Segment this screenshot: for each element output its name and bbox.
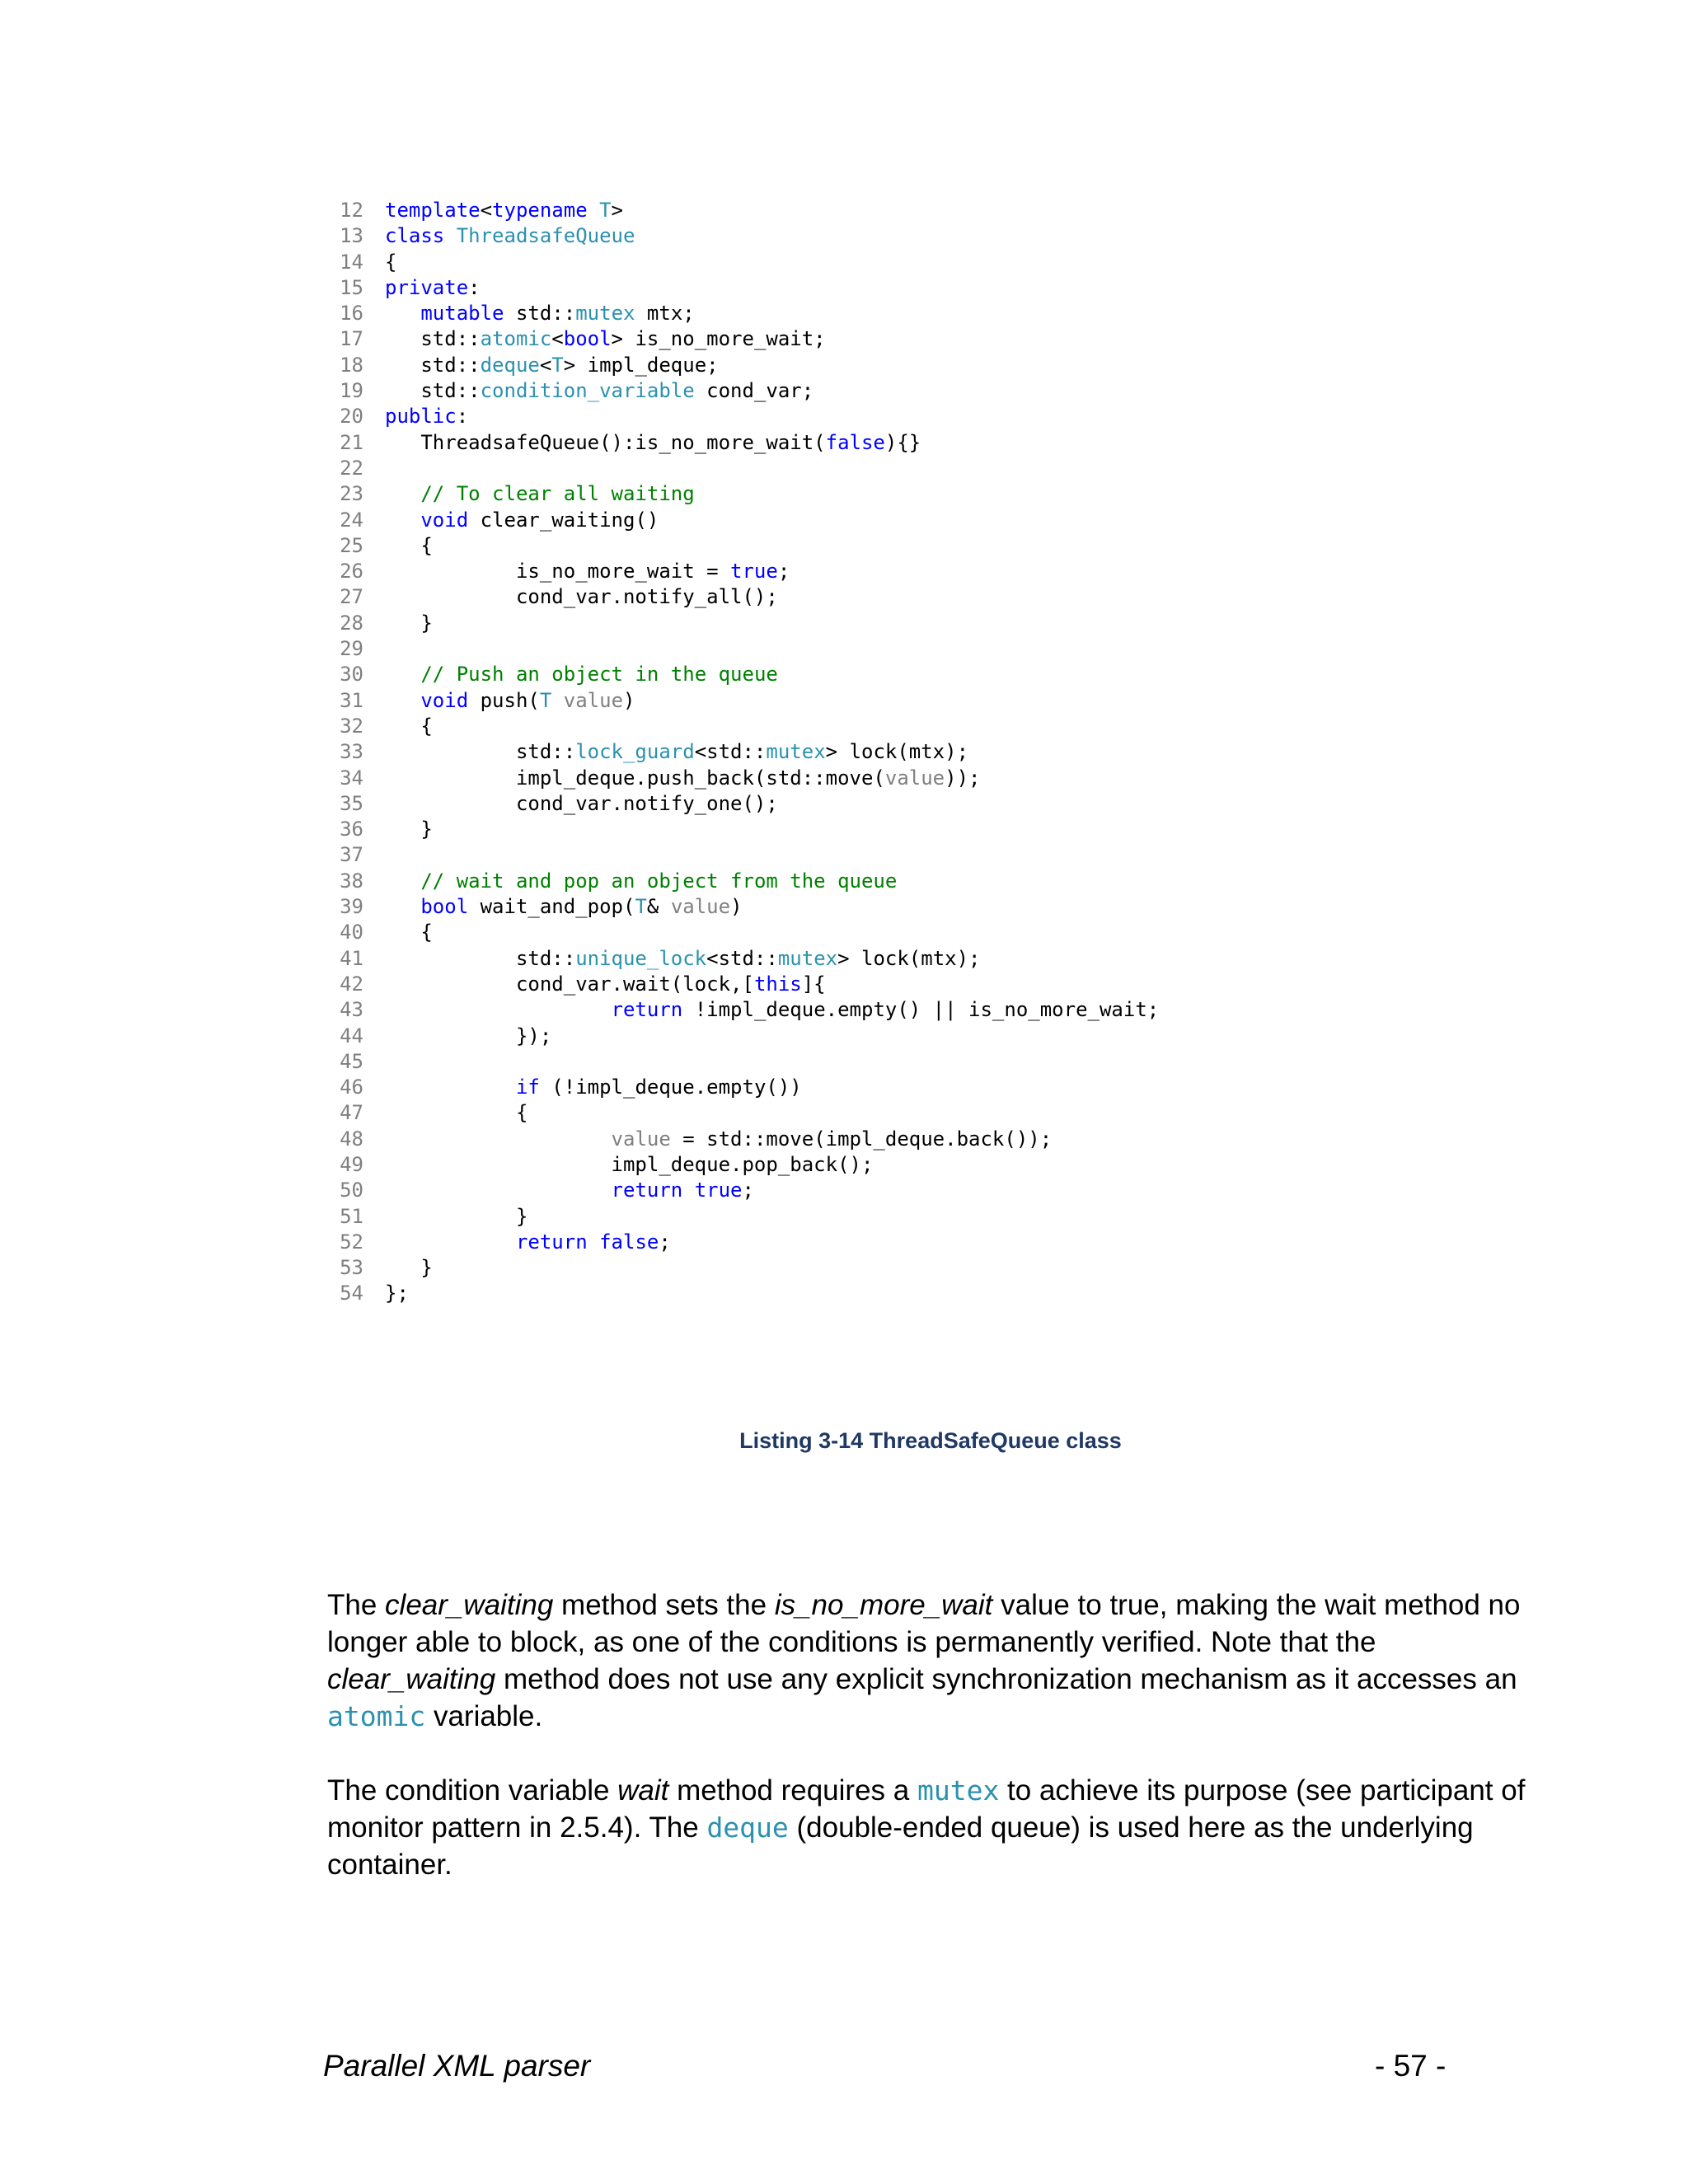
code-token: }; bbox=[385, 1282, 409, 1305]
code-token: { bbox=[385, 1101, 528, 1125]
code-line bbox=[326, 894, 1159, 920]
code-token: ; bbox=[659, 1230, 671, 1254]
line-number: 42 bbox=[340, 972, 363, 996]
code-token: lock_guard bbox=[575, 740, 695, 764]
code-line bbox=[326, 430, 1159, 456]
code-text bbox=[385, 920, 433, 945]
inline-code-deque: deque bbox=[706, 1811, 789, 1844]
line-number: 25 bbox=[340, 533, 363, 557]
code-token: { bbox=[385, 714, 433, 738]
text: The bbox=[327, 1589, 386, 1621]
code-line bbox=[326, 378, 1159, 404]
code-token: std:: bbox=[385, 379, 481, 403]
code-token: > bbox=[611, 199, 623, 222]
line-number: 40 bbox=[340, 921, 363, 944]
code-token: }); bbox=[385, 1024, 552, 1047]
code-token bbox=[385, 1230, 516, 1254]
code-token: mtx; bbox=[635, 302, 695, 326]
code-token: < bbox=[539, 353, 552, 377]
line-number: 54 bbox=[340, 1282, 363, 1305]
code-token: ThreadsafeQueue bbox=[456, 224, 635, 248]
code-token: impl_deque.push_back(std::move( bbox=[385, 766, 885, 790]
code-listing bbox=[326, 198, 1159, 1307]
line-number: 49 bbox=[340, 1152, 363, 1176]
code-token: template bbox=[385, 199, 481, 222]
code-line bbox=[326, 714, 1159, 739]
code-token: push( bbox=[468, 688, 540, 712]
code-line bbox=[326, 559, 1159, 584]
code-token: atomic bbox=[480, 327, 552, 351]
code-token: value bbox=[563, 688, 624, 712]
code-token: : bbox=[468, 275, 481, 299]
code-line bbox=[326, 198, 1159, 223]
line-number: 52 bbox=[340, 1230, 363, 1254]
code-line bbox=[326, 1049, 1159, 1075]
code-token: // To clear all waiting bbox=[420, 482, 695, 506]
footer-title: Parallel XML parser bbox=[323, 2049, 591, 2083]
code-text bbox=[385, 508, 659, 533]
code-text bbox=[385, 817, 433, 842]
code-line bbox=[326, 1204, 1159, 1230]
code-token: < bbox=[551, 327, 564, 351]
line-number: 29 bbox=[340, 637, 363, 661]
code-token: mutex bbox=[575, 302, 635, 326]
code-line bbox=[326, 223, 1159, 249]
code-text bbox=[385, 1255, 433, 1281]
code-token: impl_deque.pop_back(); bbox=[385, 1152, 874, 1176]
code-text bbox=[385, 714, 433, 739]
code-text bbox=[385, 223, 635, 249]
code-line bbox=[326, 997, 1159, 1023]
code-line bbox=[326, 584, 1159, 610]
code-text bbox=[385, 1100, 528, 1126]
code-token: false bbox=[599, 1230, 659, 1254]
line-number: 51 bbox=[340, 1204, 363, 1228]
code-line bbox=[326, 688, 1159, 714]
line-number: 33 bbox=[340, 740, 363, 764]
code-line bbox=[326, 739, 1159, 765]
code-text bbox=[385, 791, 778, 817]
code-line bbox=[326, 842, 1159, 868]
code-token: T bbox=[551, 353, 564, 377]
line-number: 14 bbox=[340, 250, 363, 274]
code-token: clear_waiting() bbox=[468, 508, 659, 532]
text: variable. bbox=[425, 1700, 543, 1732]
code-token: is_no_more_wait = bbox=[385, 560, 731, 583]
code-line bbox=[326, 1255, 1159, 1281]
code-token bbox=[385, 689, 420, 712]
code-token: T bbox=[635, 895, 647, 919]
code-text bbox=[385, 378, 814, 404]
line-number: 18 bbox=[340, 353, 363, 377]
code-token: condition_variable bbox=[480, 379, 695, 403]
code-line bbox=[326, 353, 1159, 378]
code-token: class bbox=[385, 224, 445, 248]
code-text bbox=[385, 1024, 551, 1049]
code-text bbox=[385, 353, 719, 378]
line-number: 45 bbox=[340, 1049, 363, 1073]
code-token: )); bbox=[945, 766, 981, 790]
page-number: - 57 - bbox=[1375, 2049, 1447, 2083]
code-token: unique_lock bbox=[575, 946, 707, 970]
line-number: 21 bbox=[340, 430, 363, 454]
code-token: public bbox=[385, 405, 457, 429]
code-line bbox=[326, 404, 1159, 429]
code-token: > lock(mtx); bbox=[837, 946, 981, 970]
code-line bbox=[326, 636, 1159, 662]
code-token: cond_var; bbox=[694, 379, 814, 403]
code-line bbox=[326, 1178, 1159, 1203]
code-token: bool bbox=[420, 895, 469, 919]
line-number: 27 bbox=[340, 585, 363, 609]
code-line bbox=[326, 972, 1159, 997]
code-line bbox=[326, 456, 1159, 481]
code-line bbox=[326, 481, 1159, 507]
code-line bbox=[326, 817, 1159, 842]
code-line bbox=[326, 1024, 1159, 1049]
code-token: = std::move(impl_deque.back()); bbox=[670, 1127, 1053, 1151]
code-token: return bbox=[611, 998, 683, 1022]
line-number: 47 bbox=[340, 1101, 363, 1125]
code-token: return bbox=[515, 1230, 588, 1254]
text: value to true, making the wait method no longer able to block, as one of the conditions is permanently verified. Note that the bbox=[327, 1589, 1521, 1658]
code-token: value bbox=[611, 1127, 671, 1151]
code-text bbox=[385, 559, 790, 584]
code-token: value bbox=[670, 895, 731, 919]
line-number: 41 bbox=[340, 946, 363, 970]
code-token: { bbox=[385, 250, 397, 274]
code-token: !impl_deque.empty() || is_no_more_wait; bbox=[682, 998, 1160, 1022]
code-term: clear_waiting bbox=[385, 1589, 554, 1621]
code-token bbox=[551, 689, 563, 712]
code-line bbox=[326, 533, 1159, 559]
line-number: 13 bbox=[340, 224, 363, 248]
code-token: ; bbox=[742, 1179, 754, 1202]
code-token: // wait and pop an object from the queue bbox=[420, 869, 898, 893]
inline-code-atomic: atomic bbox=[327, 1700, 426, 1732]
line-number: 22 bbox=[340, 456, 363, 480]
code-token: > is_no_more_wait; bbox=[611, 327, 826, 351]
code-token: ) bbox=[623, 688, 635, 712]
code-token: } bbox=[385, 818, 433, 841]
code-token bbox=[385, 869, 420, 893]
line-number: 50 bbox=[340, 1179, 363, 1202]
line-number: 38 bbox=[340, 869, 363, 893]
code-line bbox=[326, 1075, 1159, 1100]
text: The condition variable bbox=[327, 1774, 618, 1807]
code-term: wait bbox=[617, 1774, 669, 1807]
line-number: 30 bbox=[340, 663, 363, 687]
code-token: void bbox=[420, 688, 469, 712]
code-token bbox=[588, 199, 599, 222]
code-text bbox=[385, 739, 968, 765]
code-token: ThreadsafeQueue():is_no_more_wait( bbox=[385, 430, 826, 454]
code-token bbox=[385, 998, 612, 1021]
code-text bbox=[385, 894, 743, 920]
code-token bbox=[682, 1179, 694, 1202]
code-text bbox=[385, 662, 778, 687]
code-text bbox=[385, 301, 695, 326]
code-token: { bbox=[385, 533, 433, 557]
code-token: value bbox=[884, 766, 945, 790]
code-text bbox=[385, 584, 778, 610]
code-term: is_no_more_wait bbox=[774, 1589, 993, 1621]
code-token: T bbox=[599, 199, 612, 222]
code-token bbox=[385, 509, 420, 532]
code-text bbox=[385, 198, 623, 223]
code-token: cond_var.notify_one(); bbox=[385, 791, 778, 815]
text: method requires a bbox=[668, 1774, 917, 1807]
code-text bbox=[385, 404, 468, 429]
code-line bbox=[326, 766, 1159, 791]
code-token bbox=[385, 1076, 516, 1099]
line-number: 48 bbox=[340, 1127, 363, 1151]
code-token bbox=[385, 1179, 612, 1202]
code-token: > lock(mtx); bbox=[825, 740, 969, 764]
line-number: 32 bbox=[340, 714, 363, 738]
code-text bbox=[385, 275, 481, 301]
code-line bbox=[326, 662, 1159, 687]
code-token: // Push an object in the queue bbox=[420, 663, 778, 687]
code-token: false bbox=[825, 430, 885, 454]
code-text bbox=[385, 869, 897, 894]
line-number: 39 bbox=[340, 895, 363, 919]
code-token bbox=[385, 302, 420, 325]
code-text bbox=[385, 250, 396, 275]
code-token: std:: bbox=[385, 740, 576, 764]
code-token: : bbox=[456, 405, 469, 429]
code-token: private bbox=[385, 275, 469, 299]
code-line bbox=[326, 920, 1159, 945]
code-token bbox=[588, 1230, 599, 1254]
code-token: typename bbox=[492, 199, 588, 222]
code-line bbox=[326, 1152, 1159, 1178]
code-token: bool bbox=[563, 327, 612, 351]
line-number: 24 bbox=[340, 508, 363, 532]
code-text bbox=[385, 997, 1159, 1023]
code-token: void bbox=[420, 508, 469, 532]
line-number: 34 bbox=[340, 766, 363, 790]
code-token: ]{ bbox=[801, 972, 826, 996]
code-token: } bbox=[385, 611, 433, 635]
code-line bbox=[326, 301, 1159, 326]
code-line bbox=[326, 1100, 1159, 1126]
code-line bbox=[326, 1281, 1159, 1306]
listing-caption: Listing 3-14 ThreadSafeQueue class bbox=[739, 1428, 1122, 1453]
code-token: ){} bbox=[884, 430, 921, 454]
code-token: true bbox=[730, 560, 778, 583]
code-line bbox=[326, 508, 1159, 533]
code-line bbox=[326, 326, 1159, 352]
code-line bbox=[326, 1127, 1159, 1152]
paragraph-clear-waiting bbox=[327, 1586, 1531, 1735]
code-token: mutex bbox=[766, 740, 826, 764]
code-text bbox=[385, 1178, 754, 1203]
code-text bbox=[385, 611, 433, 636]
line-number: 53 bbox=[340, 1256, 363, 1280]
line-number: 16 bbox=[340, 302, 363, 326]
code-token bbox=[385, 663, 420, 686]
line-number: 44 bbox=[340, 1024, 363, 1047]
code-token: if bbox=[515, 1076, 540, 1099]
paragraph-condition-variable bbox=[327, 1772, 1531, 1883]
line-number: 46 bbox=[340, 1076, 363, 1099]
line-number: 28 bbox=[340, 611, 363, 635]
code-token: } bbox=[385, 1204, 528, 1228]
code-term: clear_waiting bbox=[327, 1663, 496, 1695]
code-line bbox=[326, 275, 1159, 301]
text: to achieve its purpose (see participant of monitor pattern in 2.5.4). The bbox=[327, 1774, 1526, 1844]
code-token: > impl_deque; bbox=[563, 353, 719, 377]
code-token bbox=[385, 1127, 612, 1151]
code-text bbox=[385, 1127, 1052, 1152]
code-token bbox=[385, 482, 420, 505]
code-token: wait_and_pop( bbox=[468, 895, 635, 919]
code-token bbox=[385, 895, 420, 918]
code-line bbox=[326, 1230, 1159, 1255]
code-token: std:: bbox=[385, 327, 481, 351]
text: (double-ended queue) is used here as the underlying container. bbox=[327, 1811, 1474, 1881]
line-number: 23 bbox=[340, 482, 363, 506]
line-number: 37 bbox=[340, 843, 363, 867]
line-number: 36 bbox=[340, 818, 363, 841]
code-text bbox=[385, 481, 695, 507]
text: method does not use any explicit synchronization mechanism as it accesses an bbox=[495, 1663, 1517, 1695]
code-text bbox=[385, 430, 921, 456]
line-number: 35 bbox=[340, 791, 363, 815]
code-token: T bbox=[539, 688, 552, 712]
code-token: & bbox=[646, 895, 671, 919]
code-line bbox=[326, 611, 1159, 636]
code-token: (!impl_deque.empty()) bbox=[539, 1076, 802, 1099]
code-token: <std:: bbox=[706, 946, 778, 970]
code-token: { bbox=[385, 921, 433, 944]
line-number: 31 bbox=[340, 688, 363, 712]
code-token: ) bbox=[730, 895, 743, 919]
code-text bbox=[385, 1204, 528, 1230]
line-number: 19 bbox=[340, 379, 363, 403]
code-token: < bbox=[480, 199, 493, 222]
line-number: 12 bbox=[340, 199, 363, 222]
code-token bbox=[444, 224, 456, 247]
line-number: 26 bbox=[340, 560, 363, 583]
line-number: 15 bbox=[340, 275, 363, 299]
inline-code-mutex: mutex bbox=[917, 1774, 1000, 1807]
code-line bbox=[326, 869, 1159, 894]
code-token: mutable bbox=[420, 302, 504, 326]
code-text bbox=[385, 766, 980, 791]
code-text bbox=[385, 1075, 802, 1100]
code-token: deque bbox=[480, 353, 540, 377]
code-token: cond_var.wait(lock,[ bbox=[385, 972, 754, 996]
code-text bbox=[385, 688, 635, 714]
line-number: 17 bbox=[340, 327, 363, 351]
code-token: return bbox=[611, 1179, 683, 1202]
code-line bbox=[326, 791, 1159, 817]
code-text bbox=[385, 533, 433, 559]
code-text bbox=[385, 946, 980, 972]
code-token: std:: bbox=[385, 946, 576, 970]
line-number: 20 bbox=[340, 405, 363, 429]
code-token: true bbox=[694, 1179, 743, 1202]
code-text bbox=[385, 326, 826, 352]
text: method sets the bbox=[553, 1589, 775, 1621]
code-token: this bbox=[753, 972, 802, 996]
code-token: std:: bbox=[504, 302, 576, 326]
code-token: <std:: bbox=[694, 740, 767, 764]
code-text bbox=[385, 1281, 409, 1306]
code-line bbox=[326, 250, 1159, 275]
code-text bbox=[385, 1230, 671, 1255]
code-token: mutex bbox=[777, 946, 838, 970]
line-number: 43 bbox=[340, 998, 363, 1022]
code-token: ; bbox=[777, 560, 790, 583]
code-line bbox=[326, 946, 1159, 972]
code-text bbox=[385, 1152, 873, 1178]
code-token: cond_var.notify_all(); bbox=[385, 585, 778, 609]
code-token: } bbox=[385, 1256, 433, 1280]
code-text bbox=[385, 972, 826, 997]
code-token: std:: bbox=[385, 353, 481, 377]
